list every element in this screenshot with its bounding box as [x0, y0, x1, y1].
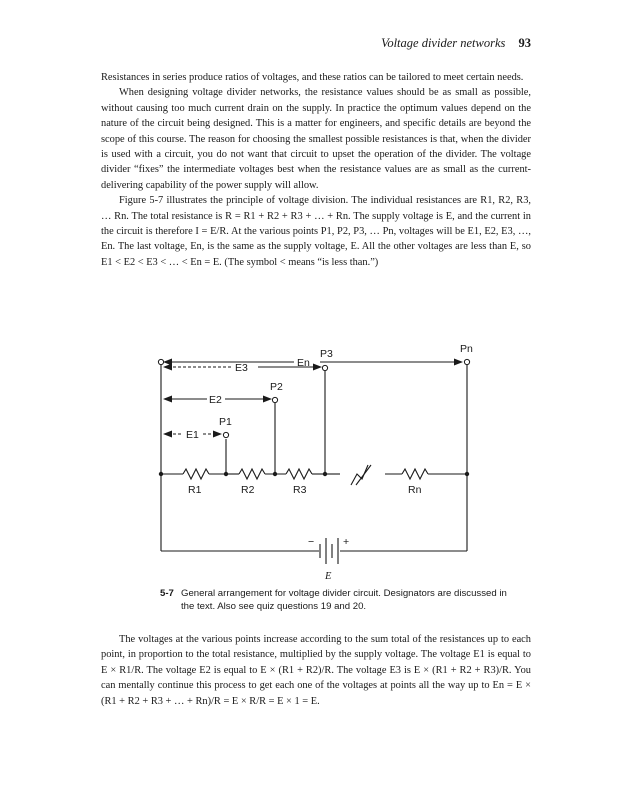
label-e1: E1 [186, 429, 199, 441]
label-minus: − [308, 536, 315, 548]
label-en: En [297, 357, 310, 369]
circuit-wiring [161, 362, 467, 551]
label-e: E [325, 571, 332, 582]
label-rn: Rn [408, 484, 422, 496]
running-title: Voltage divider networks [381, 36, 506, 50]
battery-symbol [320, 538, 338, 564]
figure-caption [160, 588, 520, 613]
terminal-left [158, 359, 163, 364]
label-r1: R1 [188, 484, 202, 496]
label-e2: E2 [209, 394, 222, 406]
paragraph-1: Resistances in series produce ratios of voltages, and these ratios can be tailored to meet certain needs. [101, 72, 524, 83]
page-number: 93 [518, 36, 531, 50]
label-pn: Pn [460, 343, 473, 355]
terminal-p3 [322, 365, 327, 370]
label-p1: P1 [219, 416, 232, 428]
label-r2: R2 [241, 484, 255, 496]
label-r3: R3 [293, 484, 307, 496]
terminal-p2 [272, 397, 277, 402]
label-p3: P3 [320, 348, 333, 360]
figure-number: 5-7 [160, 588, 174, 599]
terminal-p1 [223, 432, 228, 437]
label-plus: + [343, 536, 350, 548]
label-e3: E3 [235, 362, 248, 374]
caption-text: General arrangement for voltage divider circuit. Designators are discussed in the text. Also see quiz questions 19 and 20. [181, 588, 507, 612]
paragraph-4: The voltages at the various points increase according to the sum total of the resistances up to each point, in proportion to the total resistance, multiplied by the supply voltage. The voltage E1 is equal to E × R1/R. The voltage E2 is equal to E × (R1 + R2)/R. The voltage E3 is E × (R1 + R2 + R3)/R. You can mentally continue this process to get each one of the voltages at points all the way up to En = E × (R1 + R2 + R3 + … + Rn)/R = E × R/R = E × 1 = E. [101, 634, 531, 707]
paragraph-3: Figure 5-7 illustrates the principle of voltage division. The individual resistances are R1, R2, R3, … Rn. The total resistance is R = R1 + R2 + R3 + … + Rn. The supply voltage is E, and the current in the circuit is therefore I = E/R. At the various points P1, P2, P3, … Pn, voltages will be E1, E2, E3, …, En. The last voltage, En, is the same as the supply voltage, E. All the other voltages are less than E, so E1 < E2 < E3 < … < En = E. (The symbol < means “is less than.”) [101, 195, 531, 268]
label-p2: P2 [270, 381, 283, 393]
bottom-text [101, 632, 531, 709]
terminal-pn [464, 359, 469, 364]
paragraph-2: When designing voltage divider networks, the resistance values should be as small as possible, without causing too much current drain on the supply. In practice the optimum values depend on the nature of the circuit being designed. This is a matter for engineers, and specific details are beyond the scope of this course. The reason for choosing the smallest possible resistances is that, when the divider is used with a circuit, you do not want that circuit to upset the operation of the divider. The voltage divider “fixes” the intermediate voltages best when the resistance values are as small as the current-delivering capability of the power supply will allow. [101, 87, 531, 191]
arrowheads [163, 359, 463, 438]
